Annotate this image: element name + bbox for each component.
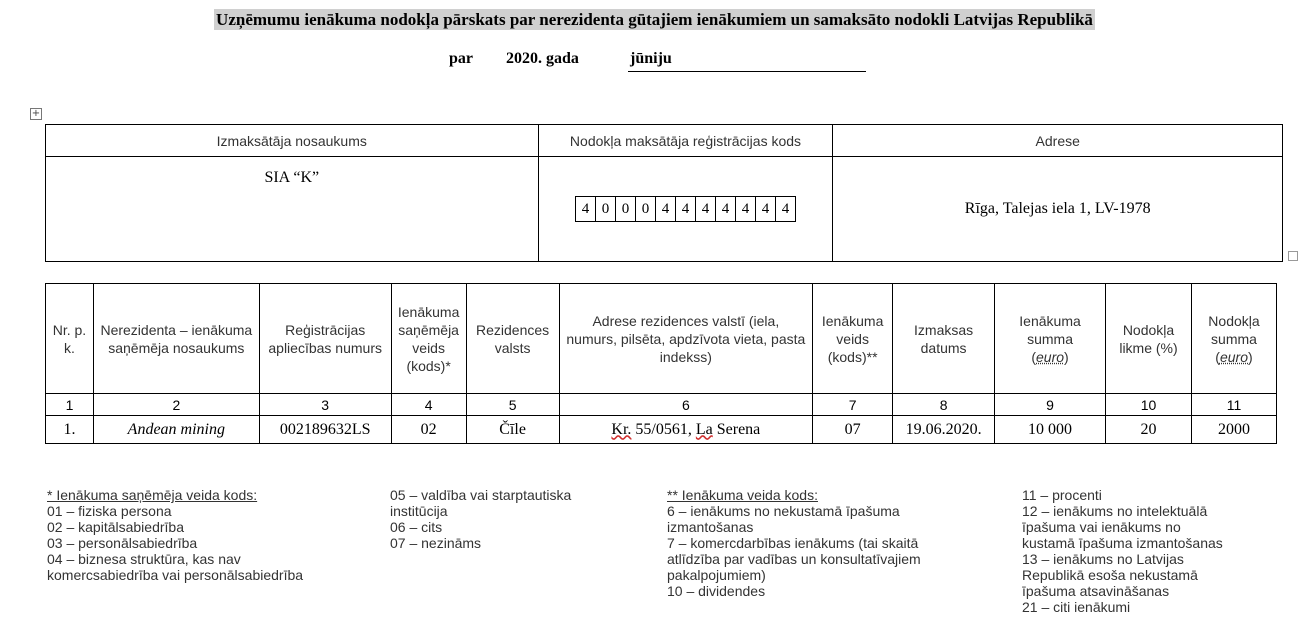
address-end: Serena [712,420,761,438]
euro-word: euro [1219,348,1248,365]
legend-line: īpašuma atsavināšanas [1022,583,1170,599]
payer-header-row [46,125,1283,157]
legend-line: kustamā īpašuma izmantošanas [1022,535,1223,551]
cell-address[interactable] [559,416,813,444]
cell-income-sum[interactable]: 10 000 [995,416,1106,444]
legend-income-col2 [1022,487,1223,615]
table-move-handle-icon[interactable]: + [31,108,41,119]
legend-recipient-col2 [390,487,571,551]
payer-name-cell[interactable] [46,157,539,262]
column-number: 5 [466,394,559,416]
report-title [0,10,1309,30]
legend-line: 01 – fiziska persona [47,503,172,519]
reg-code-digit: 4 [576,197,596,221]
income-table [45,283,1277,444]
legend-line: atlīdzība par vadības un konsultatīvajiem [667,551,921,567]
payer-code-header: Nodokļa maksātāja reģistrācijas kods [538,125,833,157]
reg-code-digit: 4 [781,201,790,217]
reg-code-digit: 4 [696,197,716,221]
euro-word: euro [1036,348,1065,365]
column-number: 9 [995,394,1106,416]
col-header-income-type: Ienākuma veids (kods)** [813,284,893,394]
column-number: 2 [93,394,259,416]
col-header-recipient-type: Ienākuma saņēmēja veids (kods)* [391,284,466,394]
cell-nr[interactable]: 1. [46,416,94,444]
reg-code-digit: 0 [636,197,656,221]
payer-name: SIA “K” [264,169,320,186]
legend-line: pakalpojumiem) [667,567,766,583]
income-sum-label: Ienākuma summa ( [1019,312,1081,365]
legend-line: 7 – komercdarbības ienākums (tai skaitā [667,535,919,551]
col-header-nr: Nr. p. k. [46,284,94,394]
legend-line: 07 – nezināms [390,535,482,551]
table-row [46,416,1277,444]
reg-code-boxes [575,196,796,222]
close-paren: ) [1064,348,1069,365]
legend-line: 11 – procenti [1022,487,1102,503]
column-number: 8 [893,394,995,416]
reg-code-digit: 0 [596,197,616,221]
legend-line: 02 – kapitālsabiedrība [47,519,184,535]
period-prefix: par [449,50,473,67]
payer-code-cell[interactable] [538,157,833,262]
payer-address: Rīga, Talejas iela 1, LV-1978 [964,200,1151,217]
column-number: 3 [259,394,391,416]
cell-reg-number[interactable]: 002189632LS [259,416,391,444]
cell-recipient-name[interactable]: Andean mining [93,416,259,444]
reg-code-digit: 4 [736,197,756,221]
payer-data-row [46,157,1283,262]
column-number-row [46,394,1277,416]
reg-code-digit: 4 [716,197,736,221]
payer-address-cell[interactable] [833,157,1283,262]
legend-line: īpašuma vai ienākums no [1022,519,1181,535]
legend-line: 12 – ienākums no intelektuālā [1022,503,1208,519]
period-year: 2020. gada [506,50,579,67]
col-header-tax-sum [1191,284,1276,394]
income-header-row [46,284,1277,394]
cell-country[interactable]: Čīle [466,416,559,444]
column-number: 7 [813,394,893,416]
column-number: 11 [1191,394,1276,416]
legend-line: institūcija [390,503,448,519]
legend-recipient-heading: * Ienākuma saņēmēja veida kods: [47,487,258,503]
address-mid: 55/0561, [631,420,696,438]
report-title-text: Uzņēmumu ienākuma nodokļa pārskats par nerezidenta gūtajiem ienākumiem un samaksāto nodokli Latvijas Republikā [216,10,1093,29]
legend-income-heading: ** Ienākuma veida kods: [667,487,818,503]
legend-line: 05 – valdība vai starptautiska [390,487,572,503]
col-header-country: Rezidences valsts [466,284,559,394]
col-header-income-sum [995,284,1106,394]
column-number: 1 [46,394,94,416]
reg-code-digit: 4 [676,197,696,221]
legend-line: Republikā esoša nekustamā [1022,567,1198,583]
legend-line: 6 – ienākums no nekustamā īpašuma [667,503,900,519]
reg-code-digit: 0 [616,197,636,221]
legend-line: 21 – citi ienākumi [1022,599,1131,615]
column-number: 6 [559,394,813,416]
legend-line: 13 – ienākums no Latvijas [1022,551,1184,567]
legend-line: 04 – biznesa struktūra, kas nav [47,551,241,567]
reg-code-digit: 4 [756,197,776,221]
legend-line: 06 – cits [390,519,443,535]
payer-table [45,124,1283,262]
col-header-address: Adrese rezidences valstī (iela, numurs, pilsēta, apdzīvota vieta, pasta indekss) [559,284,813,394]
reg-code-digit: 4 [656,197,676,221]
cell-tax-sum[interactable]: 2000 [1191,416,1276,444]
col-header-tax-rate: Nodokļa likme (%) [1106,284,1192,394]
column-number: 4 [391,394,466,416]
payer-address-header: Adrese [833,125,1283,157]
legend-line: 03 – personālsabiedrība [47,535,198,551]
cell-recipient-type[interactable]: 02 [391,416,466,444]
column-number: 10 [1106,394,1192,416]
period-month-field[interactable]: jūniju [628,50,866,72]
cell-date[interactable]: 19.06.2020. [893,416,995,444]
col-header-date: Izmaksas datums [893,284,995,394]
address-la: La [695,420,713,438]
close-paren: ) [1248,348,1253,365]
cell-income-type[interactable]: 07 [813,416,893,444]
legend-income-col1 [667,487,921,599]
legend-line: komercsabiedrība vai personālsabiedrība [47,567,304,583]
address-abbr: Kr. [611,420,632,438]
cell-tax-rate[interactable]: 20 [1106,416,1192,444]
tax-sum-label: Nodokļa summa ( [1208,312,1260,365]
legend-recipient-col1 [47,487,303,583]
col-header-reg-number: Reģistrācijas apliecības numurs [259,284,391,394]
payer-name-header: Izmaksātāja nosaukums [46,125,539,157]
table-resize-handle[interactable] [1288,251,1298,261]
legend-line: 10 – dividendes [667,583,766,599]
col-header-recipient-name: Nerezidenta – ienākuma saņēmēja nosaukums [93,284,259,394]
legend-line: izmantošanas [667,519,754,535]
